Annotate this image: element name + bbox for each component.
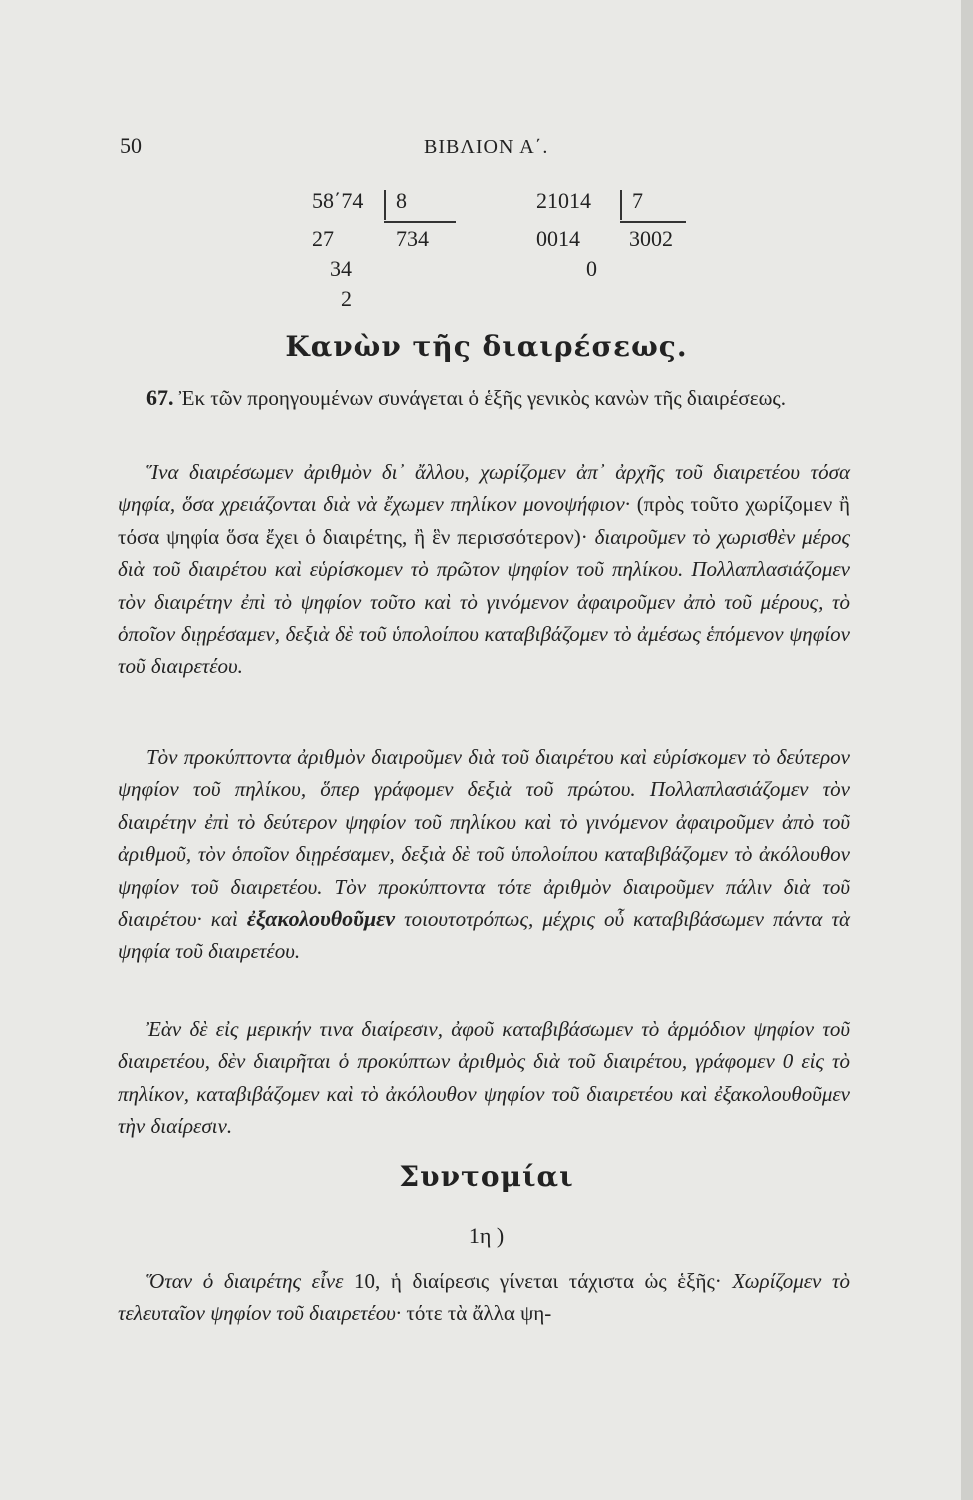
shortcuts-title: Συντομίαι	[399, 1160, 574, 1193]
shortcut-text-upright: ἡ διαίρεσις γίνεται τάχιστα ὡς ἑξῆς·	[390, 1269, 722, 1293]
intro-text: Ἐκ τῶν προηγουμένων συνάγεται ὁ ἑξῆς γενικὸς κανὼν τῆς διαιρέσεως.	[178, 386, 786, 410]
paragraph-rule-1	[118, 456, 850, 683]
rule-text: Ἵνα διαιρέσωμεν ἀριθμὸν δι᾽ ἄλλου, χωρίζομεν ἀπ᾽ ἀρχῆς τοῦ διαιρετέου τόσα ψηφία, ὅσα χρειάζονται διὰ νὰ ἔχωμεν πηλίκον μονοψήφιον·	[118, 460, 850, 517]
step: 34	[330, 256, 352, 281]
step: 0014	[536, 226, 580, 251]
section-title: Κανὼν τῆς διαιρέσεως.	[285, 330, 688, 363]
shortcut-text-3: τότε τὰ ἄλλα ψη-	[406, 1301, 552, 1326]
paragraph-number: 67.	[146, 385, 174, 410]
paragraph-rule-3: Ἐὰν δὲ εἰς μερικήν τινα διαίρεσιν, ἀφοῦ καταβιβάσωμεν τὸ ἁρμόδιον ψηφίον τοῦ διαιρετέου, δὲν διαιρῆται ὁ προκύπτων ἀριθμὸς διὰ τοῦ διαιρέτου, γράφομεν 0 εἰς τὸ πηλίκον, καταβιβάζομεν καὶ τὸ ἀκόλουθον ψηφίον τοῦ διαιρετέου καὶ ἐξακολουθοῦμεν τὴν διαίρεσιν.	[118, 1017, 850, 1139]
rule-text-cont: τοιουτοτρόπως, μέχρις οὗ καταβιβάσωμεν πάντα τὰ ψηφία τοῦ διαιρετέου.	[118, 907, 851, 964]
step: 0	[586, 256, 597, 281]
rule-note: (πρὸς τοῦτο χωρίζομεν ἢ τόσα ψηφία ὅσα ἔχει ὁ διαιρέτης, ἢ ἓν περισσότερον)·	[118, 492, 850, 549]
bold-word: ἐξακολουθοῦμεν	[246, 906, 395, 932]
division-line	[384, 221, 456, 223]
paragraph-67-intro	[118, 382, 850, 414]
dividend: 21014	[536, 188, 591, 213]
page-edge	[961, 0, 973, 1500]
step: 27	[312, 226, 334, 251]
running-head: ΒΙΒΛΙΟΝ Α΄.	[424, 136, 549, 158]
page-number: 50	[120, 133, 142, 158]
shortcut-paragraph	[118, 1265, 850, 1330]
paragraph-rule-2	[118, 741, 850, 968]
shortcut-number-10: 10,	[354, 1269, 381, 1293]
divisor: 7	[632, 188, 643, 213]
step: 2	[341, 286, 352, 311]
shortcut-text-2: Χωρίζομεν τὸ τελευταῖον ψηφίον τοῦ διαιρετέου·	[118, 1269, 850, 1326]
rule-text-cont: διαιροῦμεν τὸ χωρισθὲν μέρος διὰ τοῦ διαιρέτου καὶ εὑρίσκομεν τὸ πρῶτον ψηφίον τοῦ πηλίκου. Πολλαπλασιάζομεν τὸν διαιρέτην ἐπὶ τὸ ψηφίον τοῦτο καὶ τὸ γινόμενον ἀφαιροῦμεν ἀπὸ τοῦ μέρους, τὸ ὁποῖον διῃρέσαμεν, δεξιὰ δὲ τοῦ ὑπολοίπου καταβιβάζομεν τὸ ἀμέσως ἑπόμενον ψηφίον τοῦ διαιρετέου.	[118, 524, 850, 679]
quotient: 3002	[629, 226, 673, 251]
division-bar	[620, 190, 622, 220]
quotient: 734	[396, 226, 429, 251]
shortcut-text: Ὅταν ὁ διαιρέτης εἶνε	[146, 1269, 344, 1293]
division-line	[620, 221, 686, 223]
dividend: 58΄74	[312, 188, 364, 213]
shortcut-number: 1η )	[468, 1223, 505, 1248]
divisor: 8	[396, 188, 407, 213]
rule-text: Τὸν προκύπτοντα ἀριθμὸν διαιροῦμεν διὰ τοῦ διαιρέτου καὶ εὑρίσκομεν τὸ δεύτερον ψηφίον τοῦ πηλίκου, ὅπερ γράφομεν δεξιὰ τοῦ πρώτου. Πολλαπλασιάζομεν τὸν διαιρέτην ἐπὶ τὸ δεύτερον ψηφίον τοῦ πηλίκου καὶ τὸ γινόμενον ἀφαιροῦμεν ἀπὸ τοῦ ἀριθμοῦ, τὸν ὁποῖον διῃρέσαμεν, δεξιὰ δὲ τοῦ ὑπολοίπου καταβιβάζομεν τὸ ἀκόλουθον ψηφίον τοῦ διαιρετέου. Τὸν προκύπτοντα τότε ἀριθμὸν διαιροῦμεν πάλιν διὰ τοῦ διαιρέτου· καὶ	[118, 745, 850, 932]
division-bar	[384, 190, 386, 220]
